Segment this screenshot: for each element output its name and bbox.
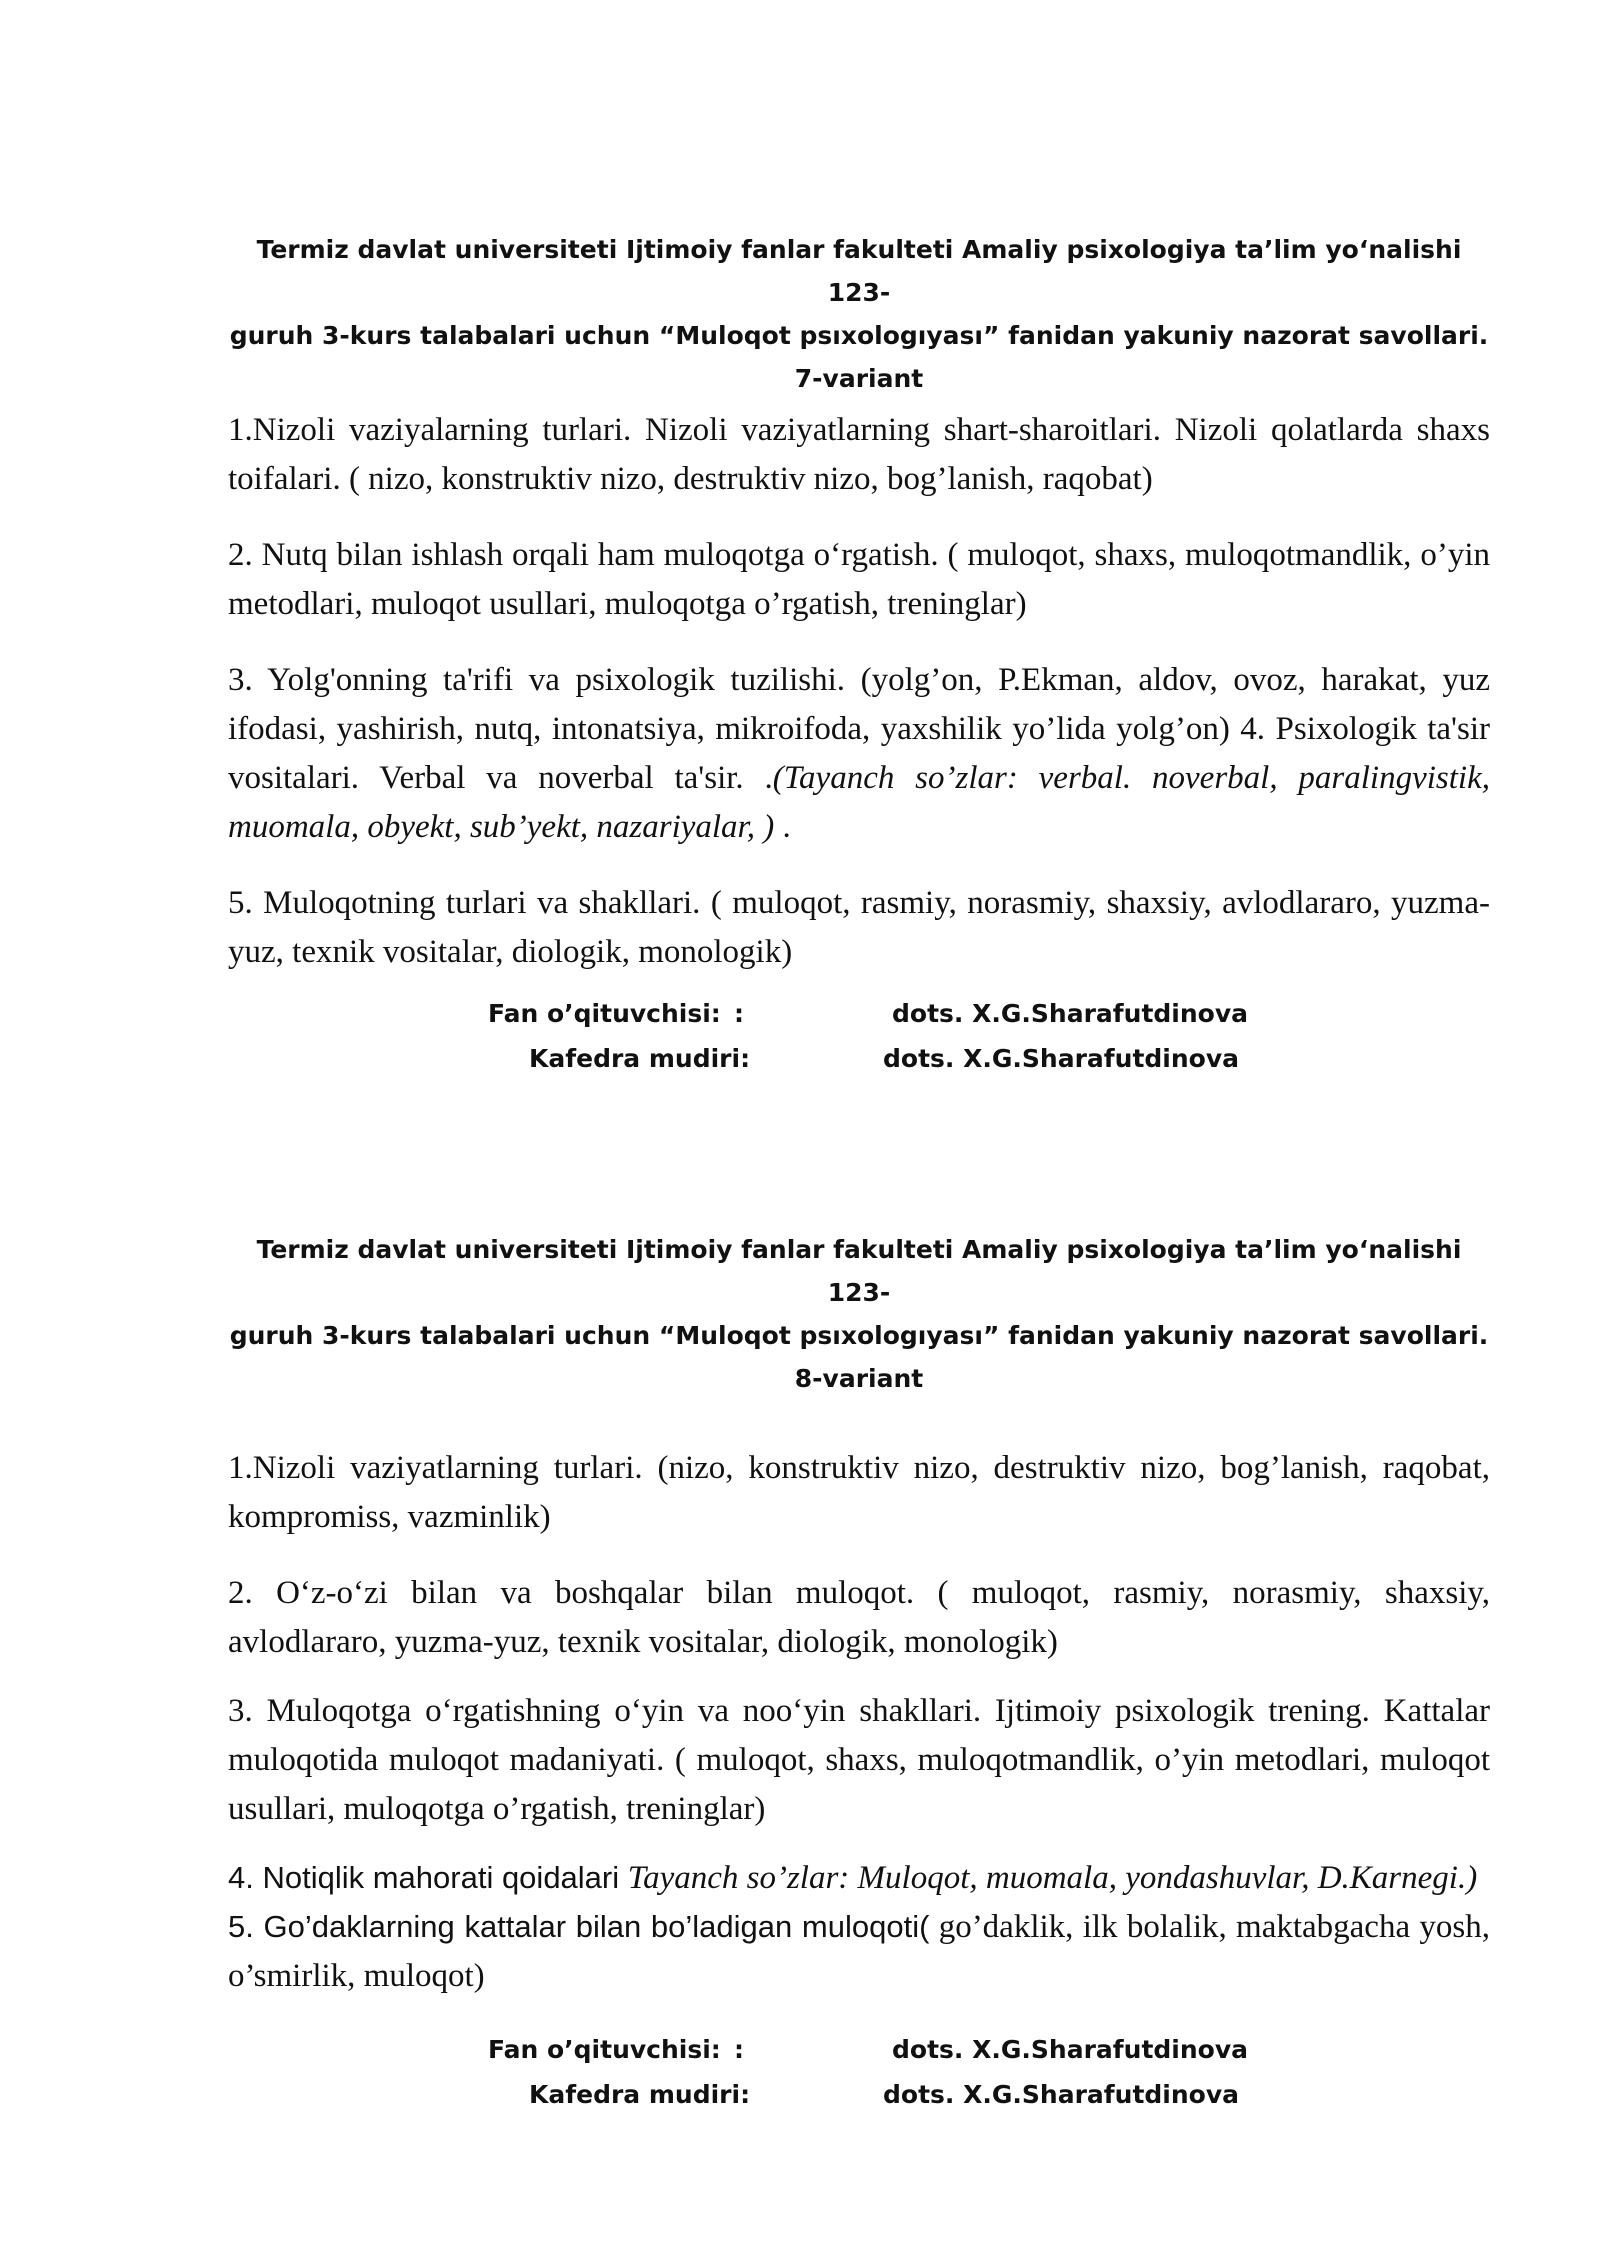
variant-7-section [228,228,1490,1081]
teacher-colon: : [734,999,744,1028]
head-label: Kafedra mudiri: [529,1044,751,1073]
question-5 [228,1902,1490,2001]
question-5: 5. Muloqotning turlari va shakllari. ( muloqot, rasmiy, norasmiy, shaxsiy, avlodlararo, yuzma-yuz, texnik vositalar, diologik, monologik) [228,885,1490,970]
head-name: dots. X.G.Sharafutdinova [883,1044,1239,1073]
question-4 [228,1854,1490,1902]
question-2: 2. Nutq bilan ishlash orqali ham muloqotga o‘rgatish. ( muloqot, shaxs, muloqotmandlik, o’yin metodlari, muloqot usullari, muloqotga o’rgatish, treninglar) [228,537,1490,622]
signature-head-row [228,1036,1490,1081]
variant-7-heading [228,228,1490,400]
heading-line-1: Termiz davlat universiteti Ijtimoiy fanlar fakulteti Amaliy psixologiya ta’lim yo‘nalishi 123- [256,235,1462,307]
teacher-label: Fan o’qituvchisi: [488,2035,721,2064]
question-3-4 [228,656,1490,852]
question-1: 1.Nizoli vaziyatlarning turlari. (nizo, konstruktiv nizo, destruktiv nizo, bog’lanish, raqobat, kompromiss, vazminlik) [228,1450,1490,1535]
head-name: dots. X.G.Sharafutdinova [883,2080,1239,2109]
question-5-keywords: go’daklik, ilk bolalik, maktabgacha yosh, o’smirlik, muloqot) [228,1909,1490,1994]
question-2: 2. O‘z-o‘zi bilan va boshqalar bilan muloqot. ( muloqot, rasmiy, norasmiy, shaxsiy, avlodlararo, yuzma-yuz, texnik vositalar, diologik, monologik) [228,1575,1490,1660]
signature-block [228,991,1490,1081]
teacher-label: Fan o’qituvchisi: [488,999,721,1028]
teacher-name: dots. X.G.Sharafutdinova [892,999,1248,1028]
question-4-text: 4. Notiqlik mahorati qoidalari [228,1860,628,1895]
signature-teacher-row [228,991,1490,1036]
question-5-text: 5. Go’daklarning kattalar bilan bo’ladigan muloqoti( [228,1909,930,1944]
variant-8-section [228,1228,1490,2117]
teacher-name: dots. X.G.Sharafutdinova [892,2035,1248,2064]
head-label: Kafedra mudiri: [529,2080,751,2109]
variant-8-heading [228,1228,1490,1400]
heading-line-2: guruh 3-kurs talabalari uchun “Muloqot psıxologıyası” fanidan yakuniy nazorat savollari. [229,1321,1489,1350]
signature-head-row [228,2072,1490,2117]
question-3-4-text: 3. Yolg'onning ta'rifi va psixologik tuzilishi. (yolg’on, P.Ekman, aldov, ovoz, harakat, yuz ifodasi, yashirish, nutq, intonatsiya, mikroifoda, yaxshilik yo’lida yolg’on) 4. Psixologik ta'sir vositalari. Verbal va noverbal ta'sir. . [228,662,1490,796]
question-3-4-end: . [774,809,791,845]
heading-line-2: guruh 3-kurs talabalari uchun “Muloqot psıxologıyası” fanidan yakuniy nazorat savollari. [229,321,1489,350]
signature-teacher-row [228,2027,1490,2072]
teacher-colon: : [734,2035,744,2064]
question-3: 3. Muloqotga o‘rgatishning o‘yin va noo‘yin shakllari. Ijtimoiy psixologik trening. Kattalar muloqotida muloqot madaniyati. ( muloqot, shaxs, muloqotmandlik, o’yin metodlari, muloqot usullari, muloqotga o’rgatish, treninglar) [228,1693,1490,1827]
key-words: Tayanch so’zlar: Muloqot, muomala, yondashuvlar, D.Karnegi.) [627,1860,1478,1896]
question-1: 1.Nizoli vaziyalarning turlari. Nizoli vaziyatlarning shart-sharoitlari. Nizoli qolatlarda shaxs toifalari. ( nizo, konstruktiv nizo, destruktiv nizo, bog’lanish, raqobat) [228,412,1490,497]
key-words: (Tayanch so’zlar: verbal. noverbal, paralingvistik, muomala, obyekt, sub’yekt, nazariyalar, ) [228,760,1490,845]
variant-label: 7-variant [794,364,924,393]
variant-label: 8-variant [794,1364,924,1393]
heading-line-1: Termiz davlat universiteti Ijtimoiy fanlar fakulteti Amaliy psixologiya ta’lim yo‘nalishi 123- [256,1235,1462,1307]
signature-block [228,2027,1490,2117]
